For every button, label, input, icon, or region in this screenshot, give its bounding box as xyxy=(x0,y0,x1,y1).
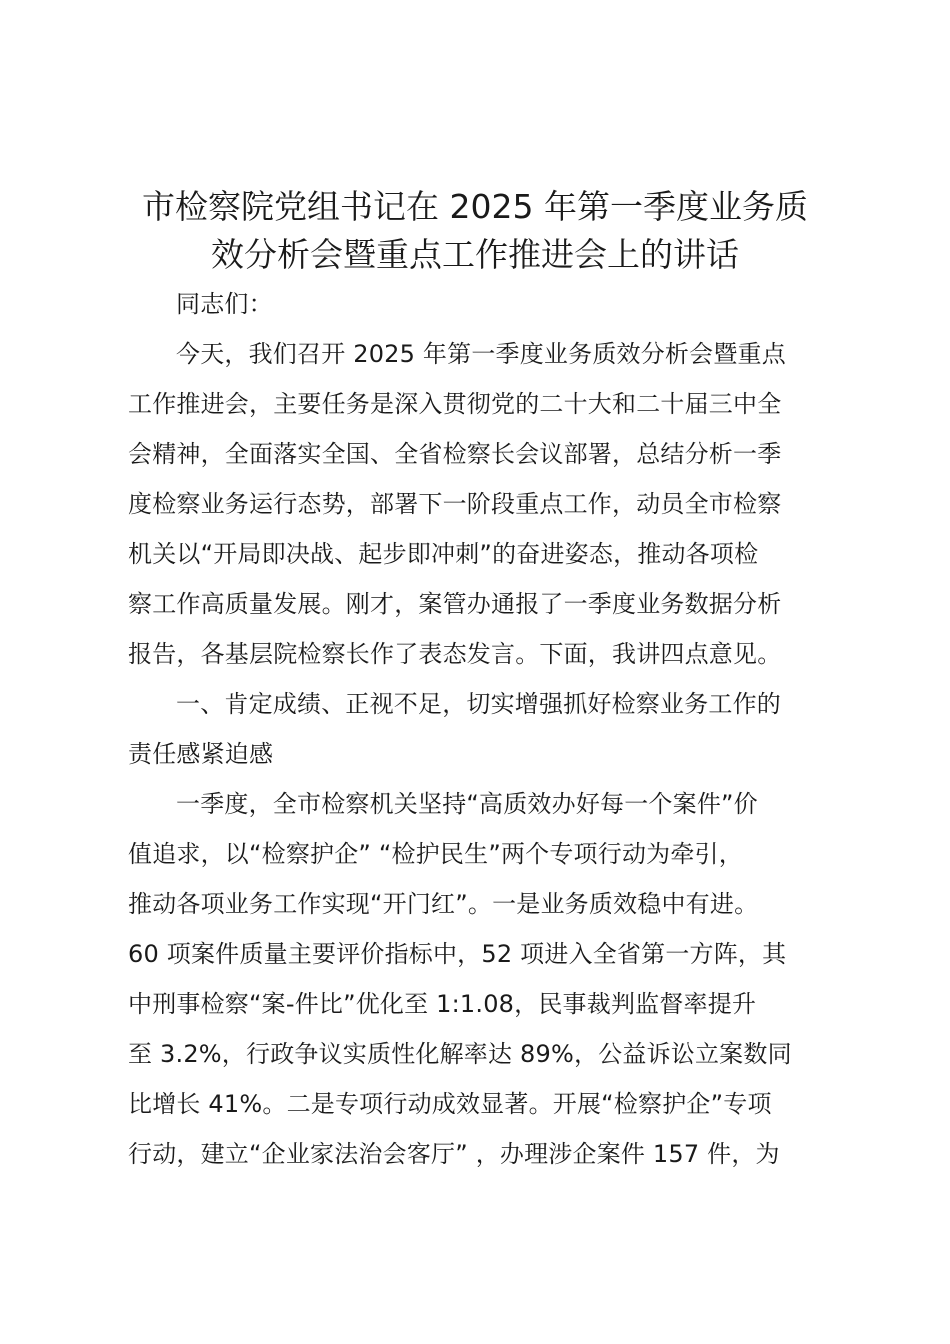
section-1-heading-line: 一、肯定成绩、正视不足，切实增强抓好检察业务工作的 xyxy=(176,690,781,718)
paragraph-2-line: 值追求，以“检察护企” “检护民生”两个专项行动为牵引， xyxy=(128,840,743,868)
paragraph-2-line: 至 3.2%，行政争议实质性化解率达 89%，公益诉讼立案数同 xyxy=(128,1040,792,1068)
paragraph-2-line: 60 项案件质量主要评价指标中，52 项进入全省第一方阵，其 xyxy=(128,940,787,968)
paragraph-2-line: 中刑事检察“案-件比”优化至 1:1.08，民事裁判监督率提升 xyxy=(128,990,757,1018)
paragraph-1-line: 会精神，全面落实全国、全省检察长会议部署，总结分析一季 xyxy=(128,440,782,468)
salutation: 同志们： xyxy=(176,290,273,318)
paragraph-1-line: 察工作高质量发展。刚才，案管办通报了一季度业务数据分析 xyxy=(128,590,782,618)
paragraph-1-line: 度检察业务运行态势，部署下一阶段重点工作，动员全市检察 xyxy=(128,490,782,518)
paragraph-1-line: 机关以“开局即决战、起步即冲刺”的奋进姿态，推动各项检 xyxy=(128,540,759,568)
paragraph-2-line: 一季度，全市检察机关坚持“高质效办好每一个案件”价 xyxy=(176,790,758,818)
paragraph-1-line: 工作推进会，主要任务是深入贯彻党的二十大和二十届三中全 xyxy=(128,390,782,418)
paragraph-2-line: 推动各项业务工作实现“开门红”。一是业务质效稳中有进。 xyxy=(128,890,759,918)
paragraph-1-line: 今天，我们召开 2025 年第一季度业务质效分析会暨重点 xyxy=(176,340,786,368)
paragraph-2-line: 比增长 41%。二是专项行动成效显著。开展“检察护企”专项 xyxy=(128,1090,772,1118)
document-title-line-1: 市检察院党组书记在 2025 年第一季度业务质 xyxy=(142,187,808,226)
section-1-heading-line: 责任感紧迫感 xyxy=(128,740,274,768)
paragraph-1-line: 报告，各基层院检察长作了表态发言。下面，我讲四点意见。 xyxy=(128,640,782,668)
document-title-line-2: 效分析会暨重点工作推进会上的讲话 xyxy=(211,235,739,274)
paragraph-2-line: 行动，建立“企业家法治会客厅” ，办理涉企案件 157 件，为 xyxy=(128,1140,780,1168)
